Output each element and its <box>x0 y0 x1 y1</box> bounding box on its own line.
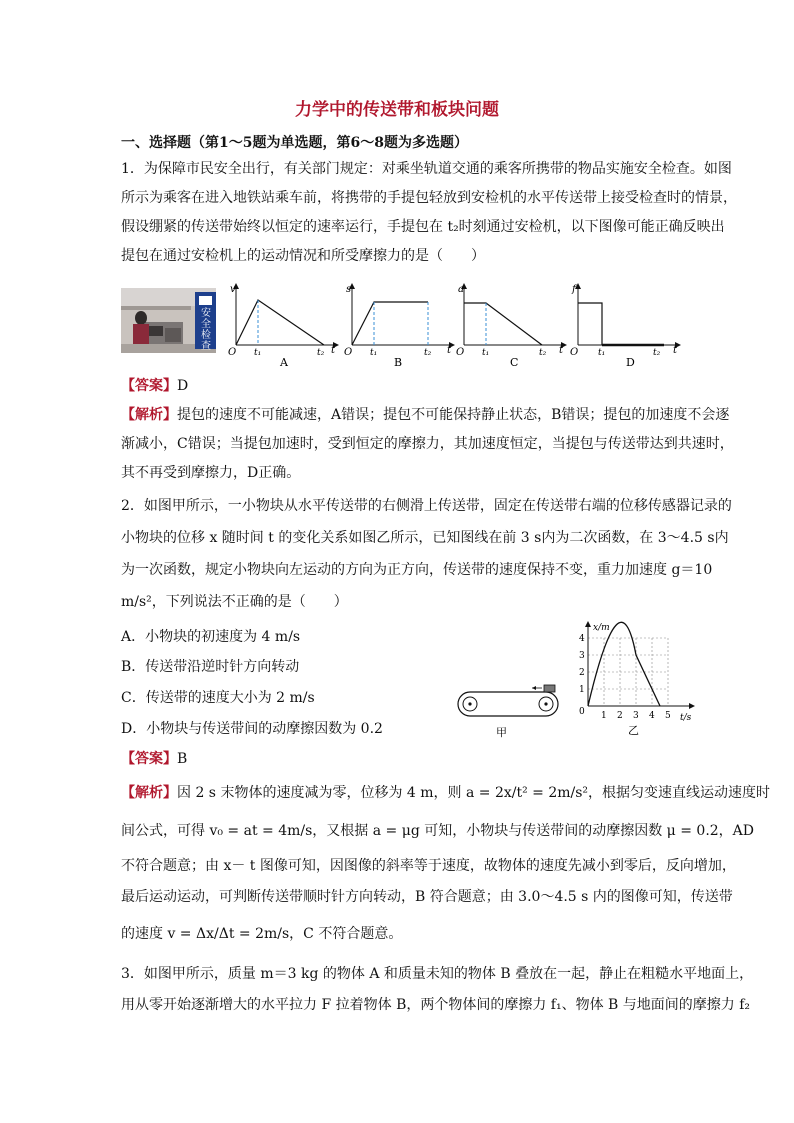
q1-analysis-line-3: 其不再受到摩擦力，D正确。 <box>121 465 301 481</box>
graph-a-origin: O <box>228 347 237 358</box>
q2-answer-tag: 【答案】 <box>121 751 177 767</box>
graph-a-t: t <box>331 345 336 356</box>
section-heading: 一、选择题（第1～5题为单选题，第6～8题为多选题） <box>121 135 468 151</box>
q2-line-1: 2．如图甲所示，一小物块从水平传送带的右侧滑上传送带，固定在传送带右端的位移传感器记录的 <box>121 498 732 514</box>
graph-b-t1: t₁ <box>370 348 378 358</box>
q1-line-2: 所示为乘客在进入地铁站乘车前，将携带的手提包轻放到安检机的水平传送带上接受检查时的情景， <box>121 190 737 206</box>
conveyor-belt <box>458 692 558 716</box>
safety-check-sign: 安全检查 <box>201 308 211 352</box>
graph-d-axis-label: f <box>572 284 576 295</box>
graph-d-curve <box>578 303 602 345</box>
q2-option-b: B．传送带沿逆时针方向转动 <box>121 659 300 675</box>
q3-line-2: 用从零开始逐渐增大的水平拉力 F 拉着物体 B，两个物体间的摩擦力 f₁、物体 B 与地面间的摩擦力 f₂ <box>121 997 751 1013</box>
q1-line-1: 1．为保障市民安全出行，有关部门规定：对乘坐轨道交通的乘客所携带的物品实施安全检查。如图 <box>121 161 732 177</box>
graph-b <box>344 283 456 369</box>
q2-option-d: D．小物块与传送带间的动摩擦因数为 0.2 <box>121 721 383 737</box>
xt-x-tick-2: 2 <box>617 711 623 721</box>
q2-option-a: A．小物块的初速度为 4 m/s <box>121 629 301 645</box>
graph-c-label: C <box>510 356 519 369</box>
xt-x-tick-3: 3 <box>633 711 639 721</box>
q2-option-c: C．传送带的速度大小为 2 m/s <box>121 690 315 706</box>
graph-b-axis-label: s <box>346 284 352 295</box>
xt-x-tick-5: 5 <box>665 711 671 721</box>
graph-b-origin: O <box>344 347 353 358</box>
q2-answer-value: B <box>177 751 188 767</box>
graph-d <box>570 283 682 369</box>
q1-answer <box>121 372 681 401</box>
q2-analysis-tag: 【解析】 <box>121 785 177 801</box>
xt-x-tick-1: 1 <box>601 711 607 721</box>
xt-y-tick-4: 4 <box>579 634 585 644</box>
xt-y-tick-2: 2 <box>579 668 585 678</box>
q2-analysis-text-1: 因 2 s 末物体的速度减为零，位移为 4 m，则 a = 2x/t² = 2m/s²，根据匀变速直线运动速度时 <box>177 785 771 801</box>
figure-jia-label: 甲 <box>496 726 507 738</box>
graph-d-t2: t₂ <box>653 348 661 358</box>
q2-line-2: 小物块的位移 x 随时间 t 的变化关系如图乙所示，已知图线在前 3 s内为二次函数，在 3～4.5 s内 <box>121 530 729 546</box>
q2-line-4: m/s²，下列说法不正确的是（ ） <box>121 594 348 610</box>
graph-c-curve <box>464 303 542 345</box>
graph-a-curve <box>236 300 324 345</box>
graph-c-t1: t₁ <box>482 348 490 358</box>
xt-curve <box>588 622 660 706</box>
graph-d-t1: t₁ <box>598 348 606 358</box>
q1-analysis-line-2: 渐减小，C错误；当提包加速时，受到恒定的摩擦力，其加速度恒定，当提包与传送带达到共速时， <box>121 436 734 452</box>
graph-b-curve <box>352 302 428 345</box>
q1-answer-tag: 【答案】 <box>121 378 177 394</box>
figure-yi-label: 乙 <box>628 724 639 736</box>
graph-c-axis-label: a <box>458 284 464 295</box>
xt-y-tick-3: 3 <box>579 651 585 661</box>
xt-x-label: t/s <box>680 713 692 723</box>
graph-a <box>228 283 340 369</box>
graph-c <box>456 283 568 369</box>
q2-answer <box>121 745 681 774</box>
q3-line-1: 3．如图甲所示，质量 m＝3 kg 的物体 A 和质量未知的物体 B 叠放在一起，静止在粗糙水平地面上， <box>121 966 754 982</box>
graph-a-t1: t₁ <box>254 348 262 358</box>
xt-y-tick-1: 1 <box>579 685 585 695</box>
q2-analysis-line-5: 的速度 v = Δx/Δt = 2m/s，C 不符合题意。 <box>121 926 403 942</box>
graph-b-t: t <box>447 345 452 356</box>
small-block <box>544 685 555 692</box>
graph-a-t2: t₂ <box>317 348 325 358</box>
graph-d-t: t <box>673 345 678 356</box>
figure-yi-xt-chart <box>572 618 700 736</box>
graph-c-t2: t₂ <box>539 348 547 358</box>
q2-line-3: 为一次函数，规定小物块向左运动的方向为正方向，传送带的速度保持不变，重力加速度 g＝10 <box>121 562 713 578</box>
xt-x-tick-4: 4 <box>649 711 655 721</box>
graph-d-origin: O <box>570 347 579 358</box>
xt-origin: 0 <box>579 707 585 717</box>
graph-c-origin: O <box>456 347 465 358</box>
graph-c-t: t <box>559 345 564 356</box>
page-title: 力学中的传送带和板块问题 <box>295 100 499 120</box>
graph-a-label: A <box>280 356 288 369</box>
q1-line-3: 假设绷紧的传送带始终以恒定的速率运行，手提包在 t₂时刻通过安检机，以下图像可能正确反映出 <box>121 219 725 235</box>
xt-y-label: x/m <box>593 623 610 633</box>
graph-b-t2: t₂ <box>424 348 432 358</box>
q1-analysis-text-1: 提包的速度不可能减速，A错误；提包不可能保持静止状态，B错误；提包的加速度不会逐 <box>177 407 730 423</box>
q1-answer-value: D <box>177 378 189 394</box>
xt-grid <box>588 638 668 706</box>
q2-analysis-line-1 <box>121 779 771 808</box>
graph-b-label: B <box>394 356 403 369</box>
figure-jia-conveyor <box>452 682 568 738</box>
q1-analysis-tag: 【解析】 <box>121 407 177 423</box>
graph-a-axis-label: v <box>230 284 236 295</box>
q2-analysis-line-3: 不符合题意；由 x－ t 图像可知，因图像的斜率等于速度，故物体的速度先减小到零后，反向增加， <box>121 858 736 874</box>
q2-analysis-line-4: 最后运动运动，可判断传送带顺时针方向转动，B 符合题意；由 3.0～4.5 s 内的图像可知，传送带 <box>121 889 733 905</box>
security-check-photo <box>121 288 216 353</box>
q1-analysis-line-1 <box>121 401 730 430</box>
q1-line-4: 提包在通过安检机上的运动情况和所受摩擦力的是（ ） <box>121 248 485 264</box>
q2-analysis-line-2: 间公式，可得 v₀ = at = 4m/s，又根据 a = μg 可知，小物块与传送带间的动摩擦因数 μ = 0.2，AD <box>121 823 755 839</box>
graph-d-label: D <box>626 356 635 369</box>
